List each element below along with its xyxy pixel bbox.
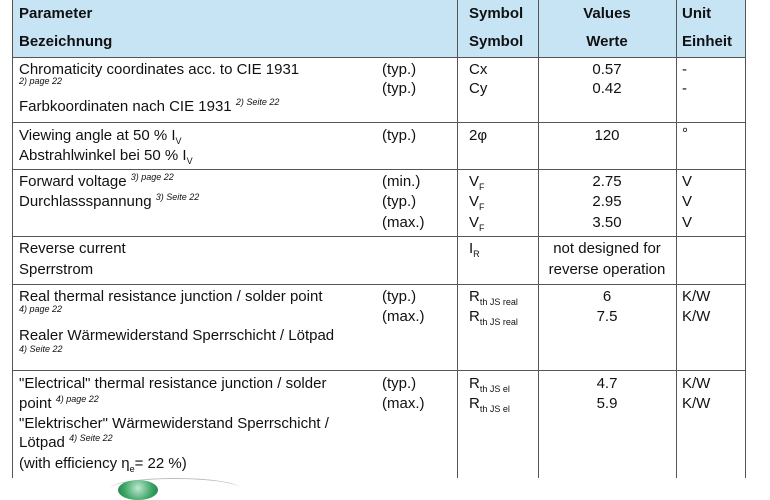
unit: - bbox=[682, 80, 687, 97]
unit: - bbox=[682, 61, 687, 78]
value: 2.75 bbox=[592, 173, 622, 190]
header-unit: Unit bbox=[682, 5, 712, 22]
symbol: 2φ bbox=[469, 127, 488, 144]
row-chromaticity-de: Farbkoordinaten nach CIE 1931 $^{2) Seite 22}$ bbox=[19, 97, 280, 115]
row-reverse-current-de: Sperrstrom bbox=[19, 261, 94, 278]
header-symbol: Symbol bbox=[469, 5, 524, 22]
unit: V bbox=[682, 193, 693, 210]
row-reverse-current-en: Reverse current bbox=[19, 240, 126, 257]
row-divider bbox=[12, 284, 746, 285]
row-divider bbox=[12, 169, 746, 170]
row-divider bbox=[12, 370, 746, 371]
value: reverse operation bbox=[548, 261, 666, 278]
header-einheit: Einheit bbox=[682, 33, 733, 50]
symbol: Cx bbox=[469, 61, 488, 78]
condition: (min.) bbox=[382, 173, 421, 190]
symbol: $R_{th JS el}$ bbox=[469, 375, 510, 394]
row-electrical-thermal-de: "Elektrischer" Wärmewiderstand Sperrschicht / bbox=[19, 415, 329, 432]
condition: (max.) bbox=[382, 395, 425, 412]
value: 7.5 bbox=[596, 308, 618, 325]
symbol: $I_R$ bbox=[469, 240, 480, 259]
value: 120 bbox=[594, 127, 620, 144]
symbol: $V_F$ bbox=[469, 193, 485, 212]
row-chromaticity-en: Chromaticity coordinates acc. to CIE 1931 bbox=[19, 61, 300, 78]
header-werte: Werte bbox=[586, 33, 628, 50]
condition: (typ.) bbox=[382, 61, 417, 78]
condition: (typ.) bbox=[382, 375, 417, 392]
header-symbol-de: Symbol bbox=[469, 33, 524, 50]
condition: (max.) bbox=[382, 214, 425, 231]
row-real-thermal-en: Real thermal resistance junction / solder point bbox=[19, 288, 323, 305]
symbol: $V_F$ bbox=[469, 214, 485, 233]
row-forward-voltage-de: Durchlassspannung $^{3) Seite 22}$ bbox=[19, 192, 200, 210]
row-viewing-angle-en: Viewing angle at 50 % $I_V$ bbox=[19, 127, 182, 146]
footnote-ref: 2) page 22 bbox=[19, 76, 63, 86]
value: 0.57 bbox=[592, 61, 622, 78]
symbol: $V_F$ bbox=[469, 173, 485, 192]
value: 6 bbox=[602, 288, 612, 305]
condition: (typ.) bbox=[382, 127, 417, 144]
unit: K/W bbox=[682, 308, 711, 325]
value: 4.7 bbox=[596, 375, 618, 392]
unit: ° bbox=[682, 125, 688, 142]
unit: K/W bbox=[682, 288, 711, 305]
parameter-table bbox=[12, 0, 746, 478]
value: 5.9 bbox=[596, 395, 618, 412]
value: 0.42 bbox=[592, 80, 622, 97]
symbol: $R_{th JS real}$ bbox=[469, 288, 518, 307]
brand-logo-icon bbox=[118, 480, 158, 500]
symbol: Cy bbox=[469, 80, 488, 97]
row-real-thermal-de: Realer Wärmewiderstand Sperrschicht / Lötpad bbox=[19, 327, 335, 344]
row-electrical-thermal-en: point $^{4) page 22}$ bbox=[19, 394, 99, 412]
unit: K/W bbox=[682, 375, 711, 392]
row-divider bbox=[12, 57, 746, 58]
efficiency-note: (with efficiency $\eta_e= 22$ %) bbox=[19, 455, 187, 474]
unit: V bbox=[682, 214, 693, 231]
unit: K/W bbox=[682, 395, 711, 412]
row-electrical-thermal-en: "Electrical" thermal resistance junction / solder bbox=[19, 375, 327, 392]
header-values: Values bbox=[583, 5, 631, 22]
row-forward-voltage-en: Forward voltage $^{3) page 22}$ bbox=[19, 172, 174, 190]
column-divider bbox=[457, 0, 458, 478]
header-parameter: Parameter bbox=[19, 5, 93, 22]
value: 2.95 bbox=[592, 193, 622, 210]
row-divider bbox=[12, 236, 746, 237]
header-bezeichnung: Bezeichnung bbox=[19, 33, 113, 50]
footnote-ref: 4) page 22 bbox=[19, 304, 63, 314]
symbol: $R_{th JS el}$ bbox=[469, 395, 510, 414]
row-viewing-angle-de: Abstrahlwinkel bei 50 % $I_V$ bbox=[19, 147, 193, 166]
table-border-right bbox=[745, 0, 746, 478]
value: 3.50 bbox=[592, 214, 622, 231]
symbol: $R_{th JS real}$ bbox=[469, 308, 518, 327]
condition: (typ.) bbox=[382, 80, 417, 97]
condition: (typ.) bbox=[382, 193, 417, 210]
condition: (typ.) bbox=[382, 288, 417, 305]
table-border-left bbox=[12, 0, 13, 478]
row-electrical-thermal-de: Lötpad $^{4) Seite 22}$ bbox=[19, 433, 113, 451]
value: not designed for bbox=[553, 240, 661, 257]
unit: V bbox=[682, 173, 693, 190]
condition: (max.) bbox=[382, 308, 425, 325]
column-divider bbox=[676, 0, 677, 478]
row-divider bbox=[12, 122, 746, 123]
footnote-ref: 4) Seite 22 bbox=[19, 344, 63, 354]
